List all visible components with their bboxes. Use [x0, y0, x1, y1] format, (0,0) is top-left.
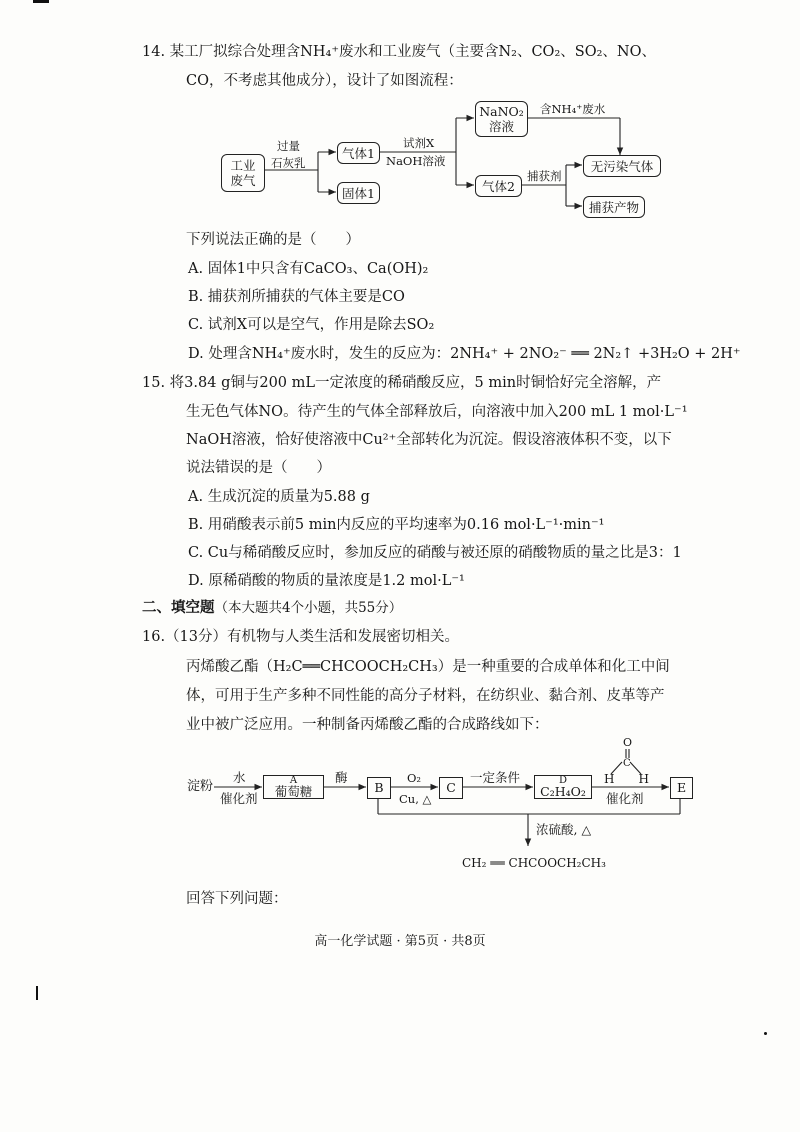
a-label: A: [289, 775, 298, 786]
waste-gas-box: 工业 废气: [221, 154, 265, 192]
section-note: （本大题共4个小题，共55分）: [214, 600, 403, 616]
a-name: 葡萄糖: [274, 784, 313, 799]
route-e1-bottom: 催化剂: [220, 791, 258, 806]
flow1-edge1-bottom: 石灰乳: [271, 156, 306, 170]
q15-option-c: C. Cu与稀硝酸反应时，参加反应的硝酸与被还原的硝酸物质的量之比是3：1: [188, 545, 682, 561]
q14-option-b: B. 捕获剂所捕获的气体主要是CO: [188, 289, 405, 305]
q14-line1: 14. 某工厂拟综合处理含NH₄⁺废水和工业废气（主要含N₂、CO₂、SO₂、NO、: [142, 44, 656, 60]
nano2-box: NaNO₂ 溶液: [475, 101, 528, 137]
q15-option-b: B. 用硝酸表示前5 min内反应的平均速率为0.16 mol·L⁻¹·min⁻¹: [188, 517, 605, 533]
product-formula: CH₂ ══ CHCOOCH₂CH₃: [462, 856, 606, 870]
d-box: [534, 775, 592, 799]
route-e2: 酶: [335, 770, 348, 785]
gas2-box: 气体2: [475, 175, 522, 197]
e-box: E: [670, 777, 693, 799]
formaldehyde-h: H H: [604, 772, 649, 786]
clean-gas-box: 无污染气体: [583, 155, 661, 177]
flow1-edge2-bottom: NaOH溶液: [386, 154, 446, 168]
q14-option-a: A. 固体1中只含有CaCO₃、Ca(OH)₂: [188, 261, 429, 277]
flow1-edge4: 捕获剂: [527, 169, 562, 183]
section-title: 二、填空题: [142, 599, 215, 616]
route-e1-top: 水: [233, 770, 246, 785]
formaldehyde-o: O: [623, 736, 633, 749]
q15-line4: 说法错误的是（ ）: [186, 460, 331, 476]
q16-p1: 丙烯酸乙酯（H₂C══CHCOOCH₂CH₃）是一种重要的合成单体和化工中间: [186, 659, 670, 675]
route-e6: 浓硫酸, △: [536, 822, 592, 837]
q15-option-a: A. 生成沉淀的质量为5.88 g: [188, 489, 370, 505]
route-e3-bottom: Cu, △: [399, 792, 432, 806]
q14-stem: 下列说法正确的是（ ）: [186, 232, 360, 248]
flow1-edge1-top: 过量: [277, 139, 300, 153]
scan-mark-left: [36, 986, 38, 1000]
route-e5-bottom: 催化剂: [606, 791, 644, 806]
q15-line1: 15. 将3.84 g铜与200 mL一定浓度的稀硝酸反应，5 min时铜恰好完全溶解，产: [142, 375, 662, 391]
q14-line2: CO，不考虑其他成分），设计了如图流程：: [186, 73, 463, 89]
route-e3-top: O₂: [407, 771, 422, 785]
flow1-edge2-top: 试剂X: [403, 136, 435, 150]
d-label: D: [558, 775, 568, 786]
q16-p3: 业中被广泛应用。一种制备丙烯酸乙酯的合成路线如下：: [186, 717, 549, 733]
q15-line2: 生无色气体NO。待产生的气体全部释放后，向溶液中加入200 mL 1 mol·L⁻¹: [186, 404, 688, 420]
captured-box: 捕获产物: [583, 196, 645, 218]
gas1-box: 气体1: [337, 142, 380, 164]
c-box: C: [439, 777, 463, 799]
flow1-edge3: 含NH₄⁺废水: [540, 102, 606, 116]
d-formula: C₂H₄O₂: [540, 784, 586, 799]
q16-ask: 回答下列问题：: [186, 891, 288, 907]
a-box: [263, 775, 324, 799]
q14-option-c: C. 试剂X可以是空气，作用是除去SO₂: [188, 317, 435, 333]
page-footer: 高一化学试题 · 第5页 · 共8页: [314, 934, 486, 949]
q16-line1: 16.（13分）有机物与人类生活和发展密切相关。: [142, 629, 460, 645]
q15-option-d: D. 原稀硝酸的物质的量浓度是1.2 mol·L⁻¹: [188, 573, 465, 589]
q16-p2: 体，可用于生产多种不同性能的高分子材料，在纺织业、黏合剂、皮革等产: [186, 688, 665, 704]
formaldehyde-c: C: [623, 758, 631, 769]
q14-option-d: D. 处理含NH₄⁺废水时，发生的反应为：2NH₄⁺ + 2NO₂⁻ ══ 2N₂↑ +3H₂O + 2H⁺: [188, 346, 741, 362]
route-e4: 一定条件: [470, 770, 521, 785]
starch-label: 淀粉: [187, 779, 214, 794]
b-box: B: [367, 777, 391, 799]
scan-dot: [764, 1032, 767, 1035]
solid1-box: 固体1: [337, 182, 380, 204]
q15-line3: NaOH溶液，恰好使溶液中Cu²⁺全部转化为沉淀。假设溶液体积不变，以下: [186, 432, 672, 448]
